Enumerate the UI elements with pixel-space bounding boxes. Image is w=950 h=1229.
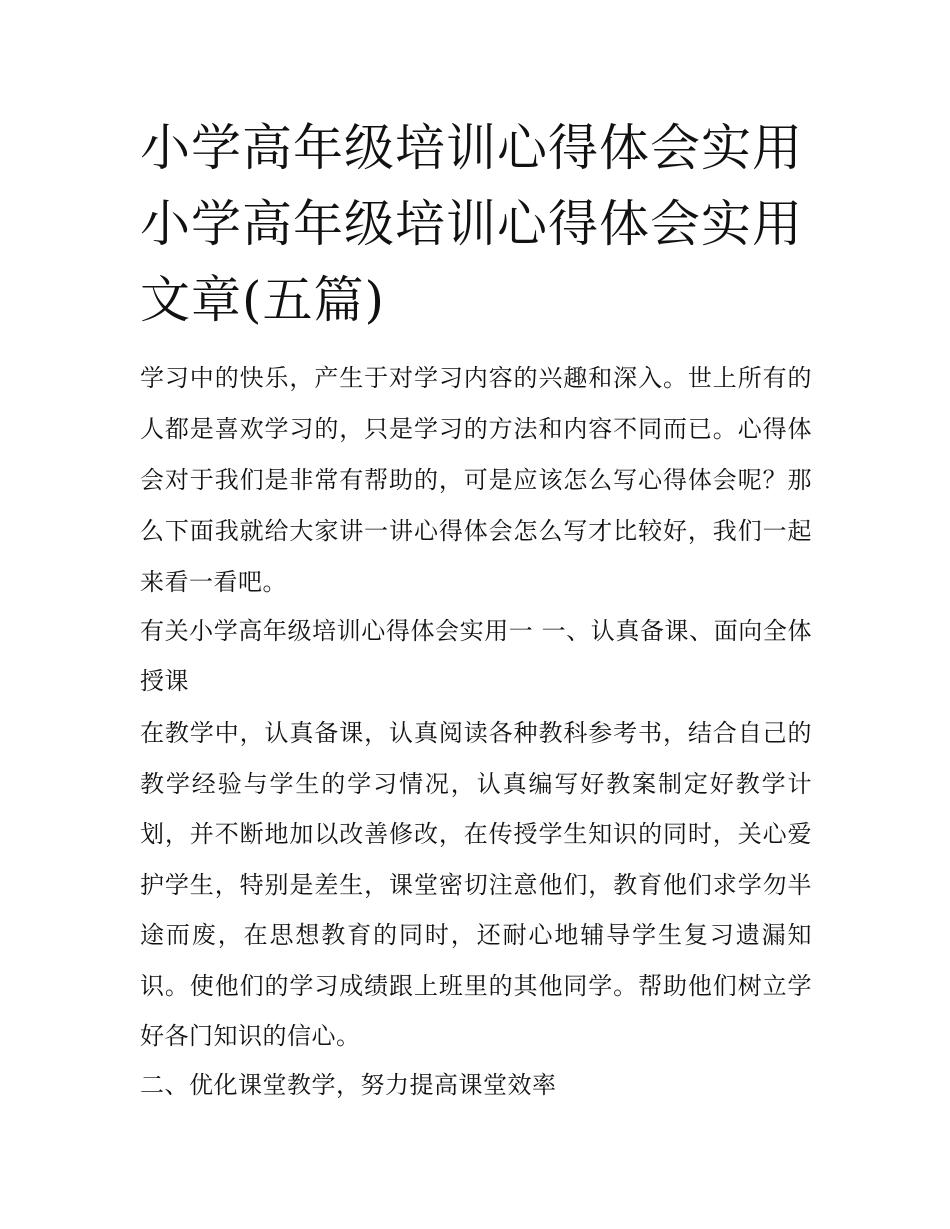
section-heading-1: 有关小学高年级培训心得体会实用一 一、认真备课、面向全体授课 (140, 617, 812, 695)
document-title: 小学高年级培训心得体会实用小学高年级培训心得体会实用文章(五篇) (140, 119, 803, 329)
section-1-paragraph: 在教学中，认真备课，认真阅读各种教科参考书，结合自己的教学经验与学生的学习情况，认真编写好教案制定好教学计划，并不断地加以改善修改，在传授学生知识的同时，关心爱护学生，特别是差生，课堂密切注意他们，教育他们求学勿半途而废，在思想教育的同时，还耐心地辅导学生复习遗漏知识。使他们的学习成绩跟上班里的其他同学。帮助他们树立学好各门知识的信心。 (140, 719, 812, 1050)
section-heading-2: 二、优化课堂教学，努力提高课堂效率 (140, 1071, 557, 1099)
intro-paragraph: 学习中的快乐，产生于对学习内容的兴趣和深入。世上所有的人都是喜欢学习的，只是学习的方法和内容不同而已。心得体会对于我们是非常有帮助的，可是应该怎么写心得体会呢？那么下面我就给大家讲一讲心得体会怎么写才比较好，我们一起来看一看吧。 (140, 364, 812, 596)
